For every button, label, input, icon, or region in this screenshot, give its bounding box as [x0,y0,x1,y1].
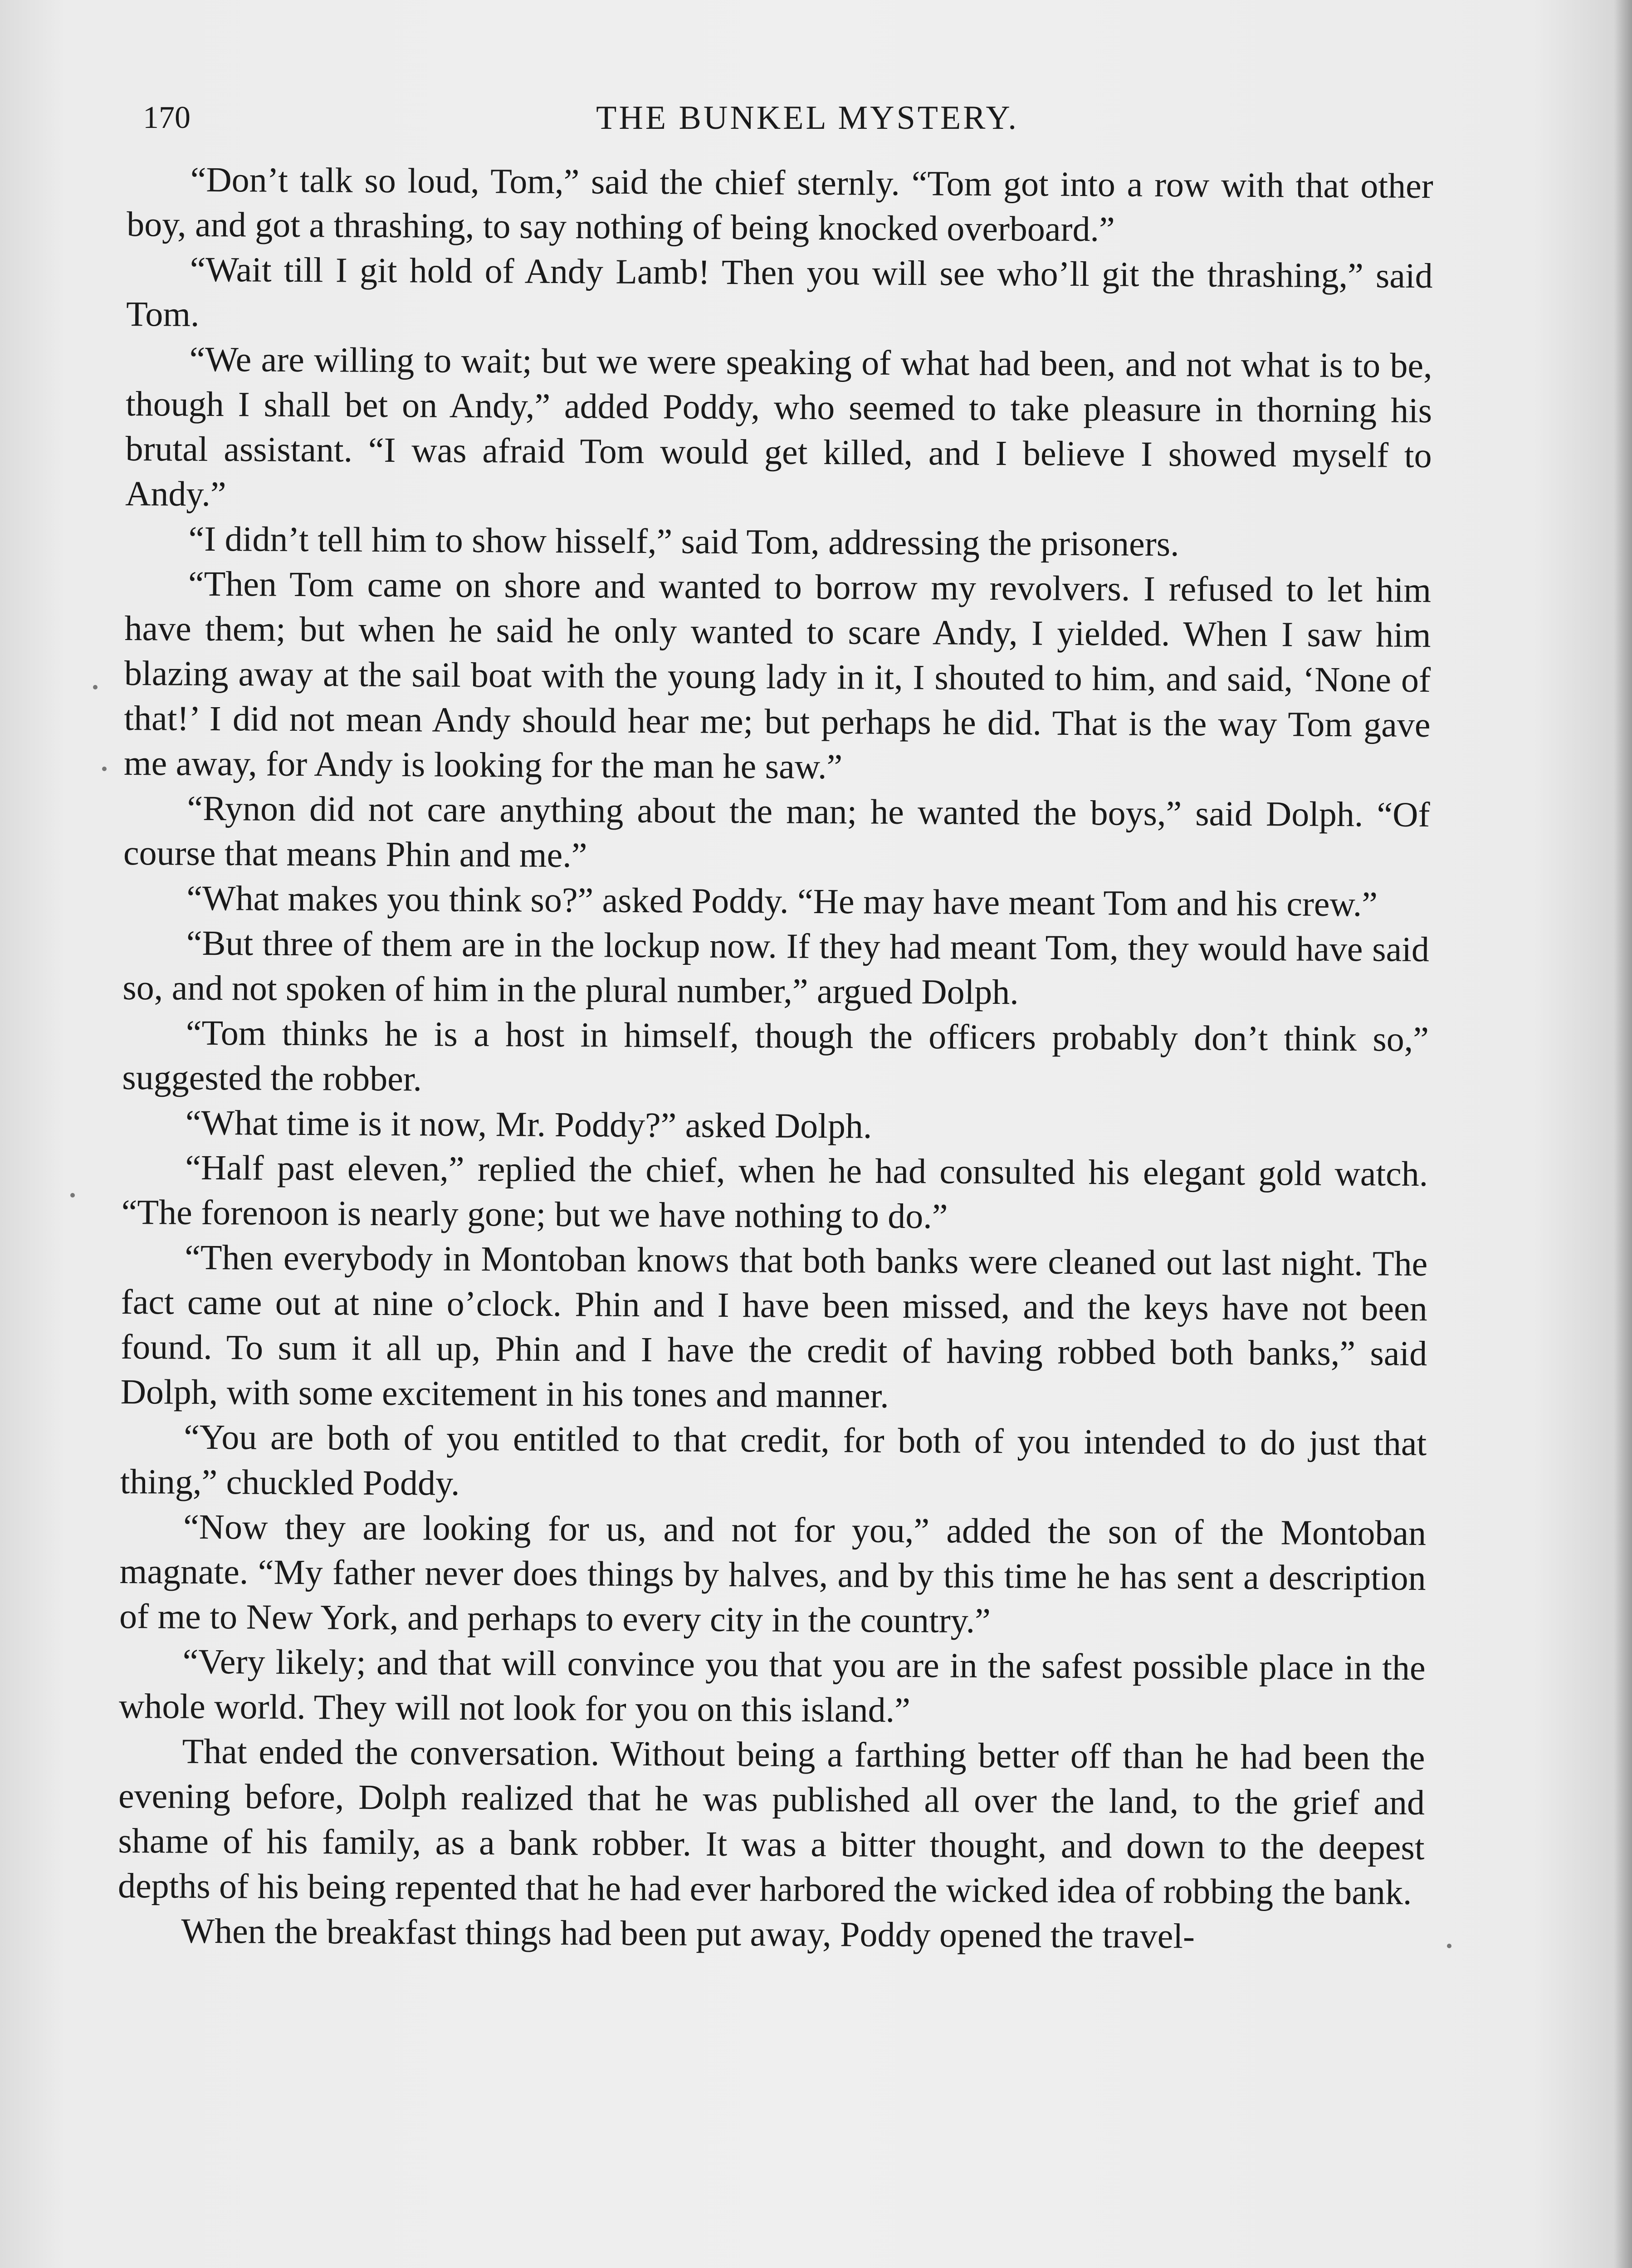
paragraph: “Then Tom came on shore and wanted to borrow my revolvers. I refused to let him have them; but when he said he only wanted to scare Andy, I yielded. When I saw him blazing away at the sail boat with the young lady in it, I shouted to him, and said, ‘None of that!’ I did not mean Andy should hear me; but perhaps he did. That is the way Tom gave me away, for Andy is looking for the man he saw.” [123,563,1432,787]
paragraph: That ended the conversation. Without being a farthing better off than he had been the evening before, Dolph realized that he was published all over the land, to the grief and shame of his family, as a bank robber. It was a bitter thought, and down to the deepest depths of his being repented that he had ever harbored the wicked idea of robbing the bank. [117,1731,1425,1912]
paragraph: “Half past eleven,” replied the chief, when he had consulted his elegant gold watch. “The forenoon is nearly gone; but we have nothing to do.” [121,1147,1428,1236]
paragraph: “We are willing to wait; but we were speaking of what had been, and not what is to be, though I shall bet on Andy,” added Poddy, who seemed to take pleasure in thorning his brutal assistant. “I was afraid Tom would get killed, and I believe I showed myself to Andy.” [125,339,1432,514]
paragraph: “What makes you think so?” asked Poddy. “He may have meant Tom and his crew.” [186,878,1378,924]
paper-speck [102,767,107,771]
paragraph: “Tom thinks he is a host in himself, though the officers probably don’t think so,” suggested the robber. [122,1012,1429,1099]
paragraph: “Very likely; and that will convince you that you are in the safest possible place in the whole world. They will not look for you on this island.” [118,1641,1426,1730]
paragraph: “What time is it now, Mr. Poddy?” asked Dolph. [185,1102,872,1146]
page-edge-shadow [1614,0,1632,2268]
running-title: THE BUNKEL MYSTERY. [596,99,1019,137]
paper-speck [70,1193,75,1198]
paragraph: “Now they are looking for us, and not for you,” added the son of the Montoban magnate. “My father never does things by halves, and by this time he has sent a description of me to New York, and perhaps to every city in the country.” [119,1506,1427,1641]
paragraph: “Don’t talk so loud, Tom,” said the chief sternly. “Tom got into a row with that other boy, and got a thrashing, to say nothing of being knocked overboard.” [126,159,1433,249]
body-text [117,156,1433,1960]
paragraph: “You are both of you entitled to that credit, for both of you intended to do just that thing,” chuckled Poddy. [120,1417,1427,1503]
paragraph: “Wait till I git hold of Andy Lamb! Then you will see who’ll git the thrashing,” said Tom. [126,249,1433,334]
paper-speck [1447,1944,1451,1948]
paragraph: “Rynon did not care anything about the man; he wanted the boys,” said Dolph. “Of course that means Phin and me.” [123,788,1430,875]
page-header [136,93,1479,143]
paragraph: When the breakfast things had been put away, Poddy opened the travel- [181,1911,1195,1956]
paragraph: “Then everybody in Montoban knows that both banks were cleaned out last night. The fact came out at nine o’clock. Phin and I have been missed, and the keys have not been found. To sum it all up, Phin and I have the credit of having robbed both banks,” said Dolph, with some excitement in his tones and manner. [120,1237,1428,1415]
paragraph: “But three of them are in the lockup now. If they had meant Tom, they would have said so, and not spoken of him in the plural number,” argued Dolph. [122,923,1430,1012]
paragraph: “I didn’t tell him to show hisself,” said Tom, addressing the prisoners. [188,518,1179,564]
page-number: 170 [143,100,191,135]
paper-speck [93,685,98,689]
